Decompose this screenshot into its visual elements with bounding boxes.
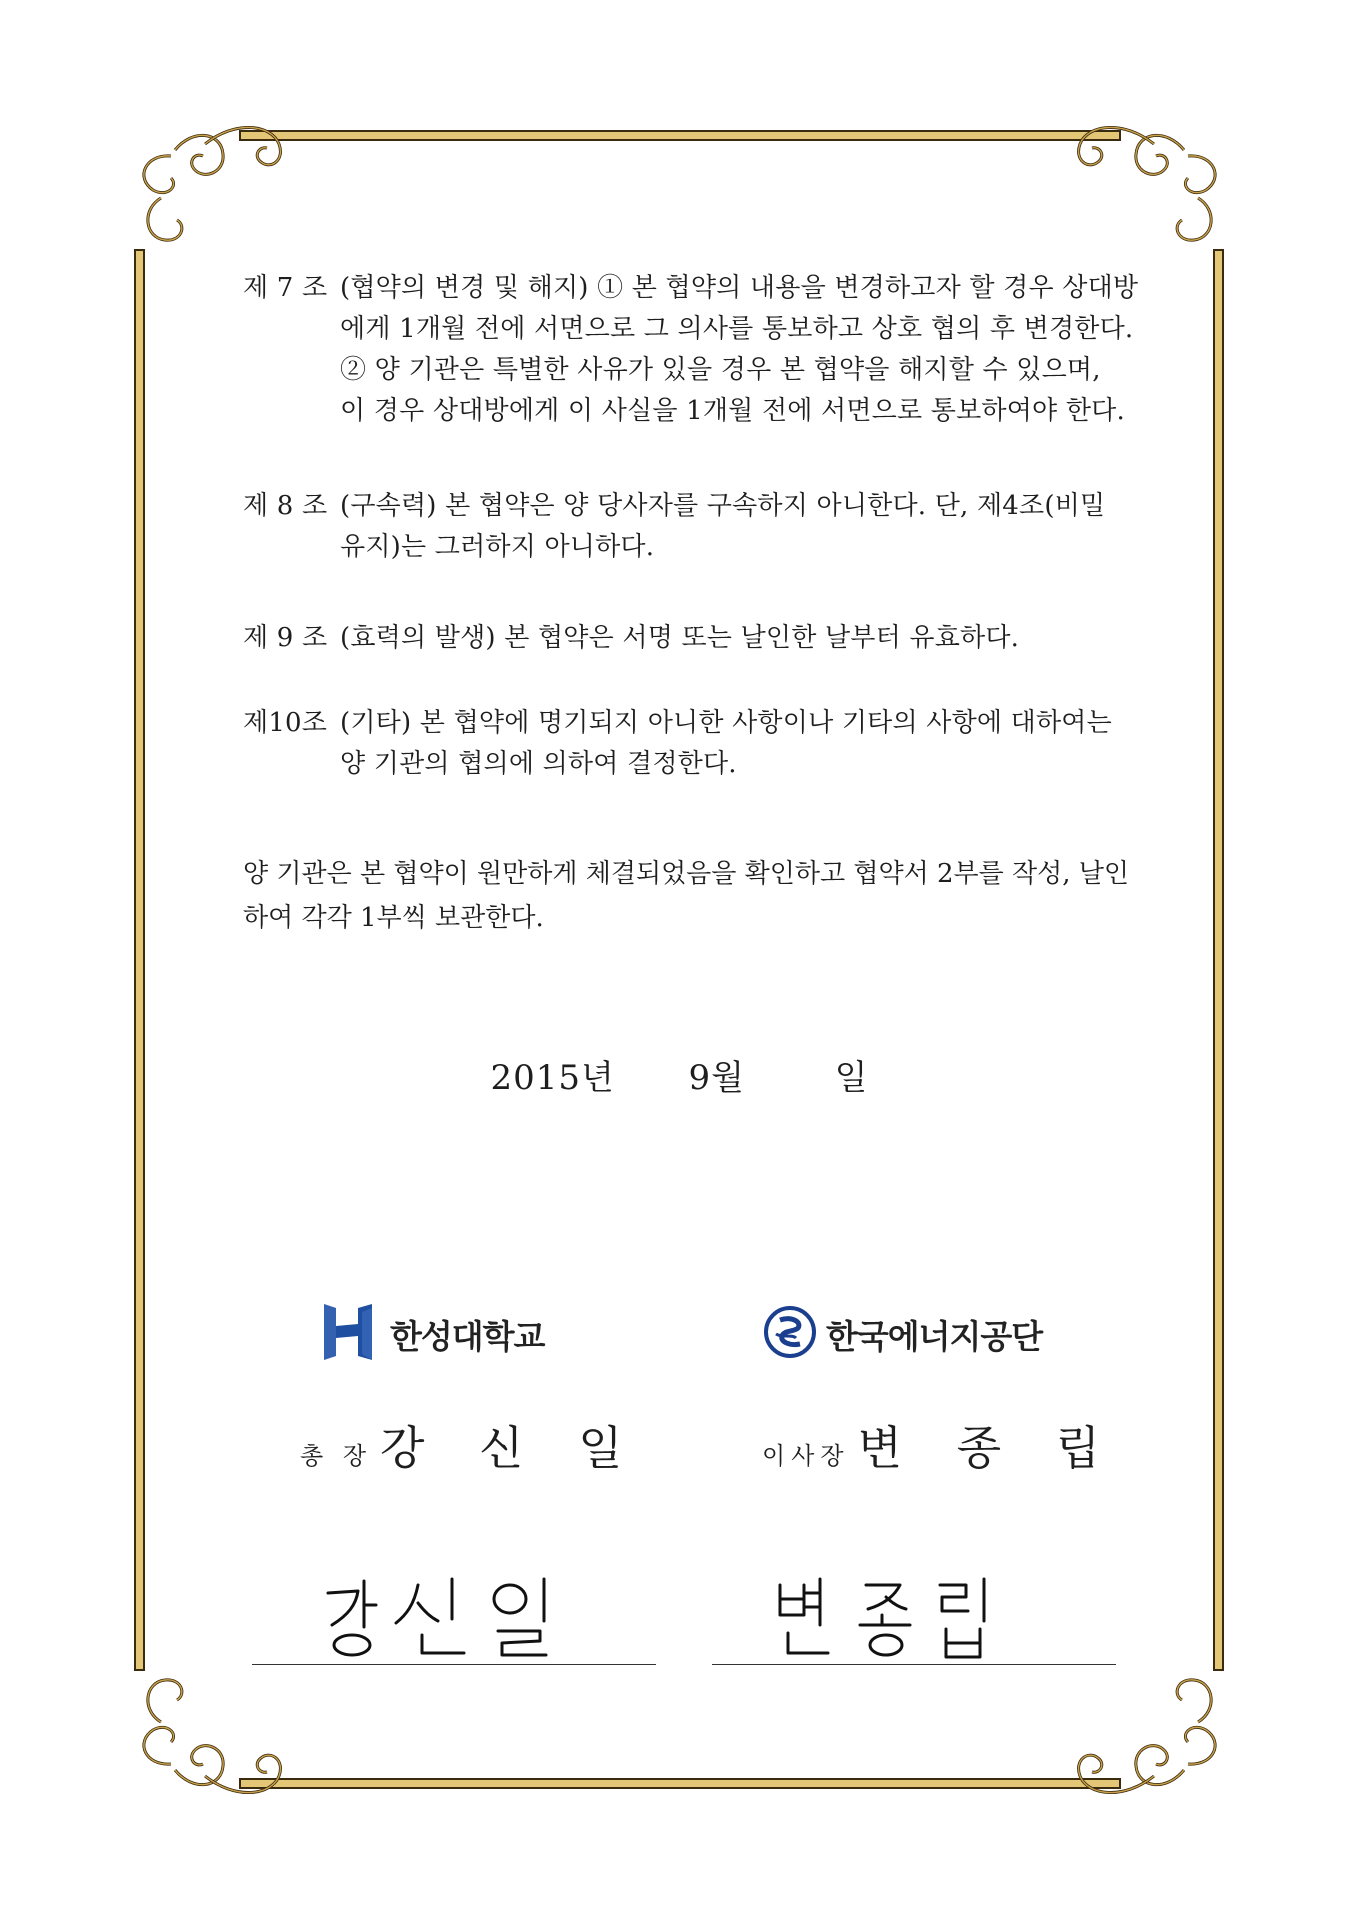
closing-paragraph bbox=[243, 852, 1143, 940]
article-7 bbox=[243, 268, 1143, 432]
article-number: 제10조 bbox=[243, 708, 328, 738]
article-line: (협약의 변경 및 해지) ① 본 협약의 내용을 변경하고자 할 경우 상대방 bbox=[340, 273, 1139, 303]
energy-agency-logo bbox=[762, 1302, 1042, 1366]
article-line: (효력의 발생) 본 협약은 서명 또는 날인한 날부터 유효하다. bbox=[340, 623, 1020, 653]
date-year: 2015년 bbox=[490, 1058, 615, 1098]
article-line: (구속력) 본 협약은 양 당사자를 구속하지 아니한다. 단, 제4조(비밀 bbox=[340, 491, 1106, 521]
corner-scroll-top-right bbox=[1079, 127, 1216, 240]
article-number: 제 7 조 bbox=[243, 273, 328, 303]
date-day: 일 bbox=[834, 1058, 869, 1098]
representative-name: 변 종 립 bbox=[857, 1421, 1121, 1475]
article-10 bbox=[243, 703, 1143, 785]
org-name: 한국에너지공단 bbox=[826, 1316, 1043, 1356]
article-9 bbox=[243, 618, 1143, 659]
closing-line: 양 기관은 본 협약이 원만하게 체결되었음을 확인하고 협약서 2부를 작성, 날인 bbox=[243, 859, 1130, 889]
article-line: 유지)는 그러하지 아니하다. bbox=[340, 532, 655, 562]
corner-scroll-bottom-right bbox=[1079, 1680, 1216, 1793]
article-8 bbox=[243, 486, 1143, 568]
party-title-left bbox=[300, 1412, 643, 1478]
party-title-right bbox=[762, 1412, 1120, 1478]
hansung-logo bbox=[322, 1302, 544, 1366]
org-name: 한성대학교 bbox=[390, 1316, 545, 1356]
closing-line: 하여 각각 1부씩 보관한다. bbox=[243, 903, 544, 933]
signature-line-right bbox=[712, 1664, 1116, 1665]
article-line: 양 기관의 협의에 의하여 결정한다. bbox=[340, 749, 737, 779]
energy-agency-logo-icon bbox=[762, 1304, 818, 1364]
role: 이사장 bbox=[762, 1442, 850, 1470]
article-line: (기타) 본 협약에 명기되지 아니한 사항이나 기타의 사항에 대하여는 bbox=[340, 708, 1112, 738]
signature-line-left bbox=[252, 1664, 656, 1665]
signature-right bbox=[770, 1575, 1070, 1665]
hansung-h-logo-icon bbox=[322, 1302, 384, 1366]
signature-left bbox=[318, 1575, 618, 1665]
corner-scroll-bottom-left bbox=[144, 1680, 281, 1793]
article-line: 이 경우 상대방에게 이 사실을 1개월 전에 서면으로 통보하여야 한다. bbox=[340, 396, 1125, 426]
corner-scroll-top-left bbox=[144, 127, 281, 240]
article-line: ② 양 기관은 특별한 사유가 있을 경우 본 협약을 해지할 수 있으며, bbox=[340, 355, 1101, 385]
article-number: 제 9 조 bbox=[243, 623, 328, 653]
article-number: 제 8 조 bbox=[243, 491, 328, 521]
article-line: 에게 1개월 전에 서면으로 그 의사를 통보하고 상호 협의 후 변경한다. bbox=[340, 314, 1134, 344]
date-month: 9월 bbox=[688, 1058, 745, 1098]
role: 총 장 bbox=[300, 1442, 372, 1470]
representative-name: 강 신 일 bbox=[380, 1421, 643, 1475]
signing-date bbox=[0, 1050, 1359, 1099]
